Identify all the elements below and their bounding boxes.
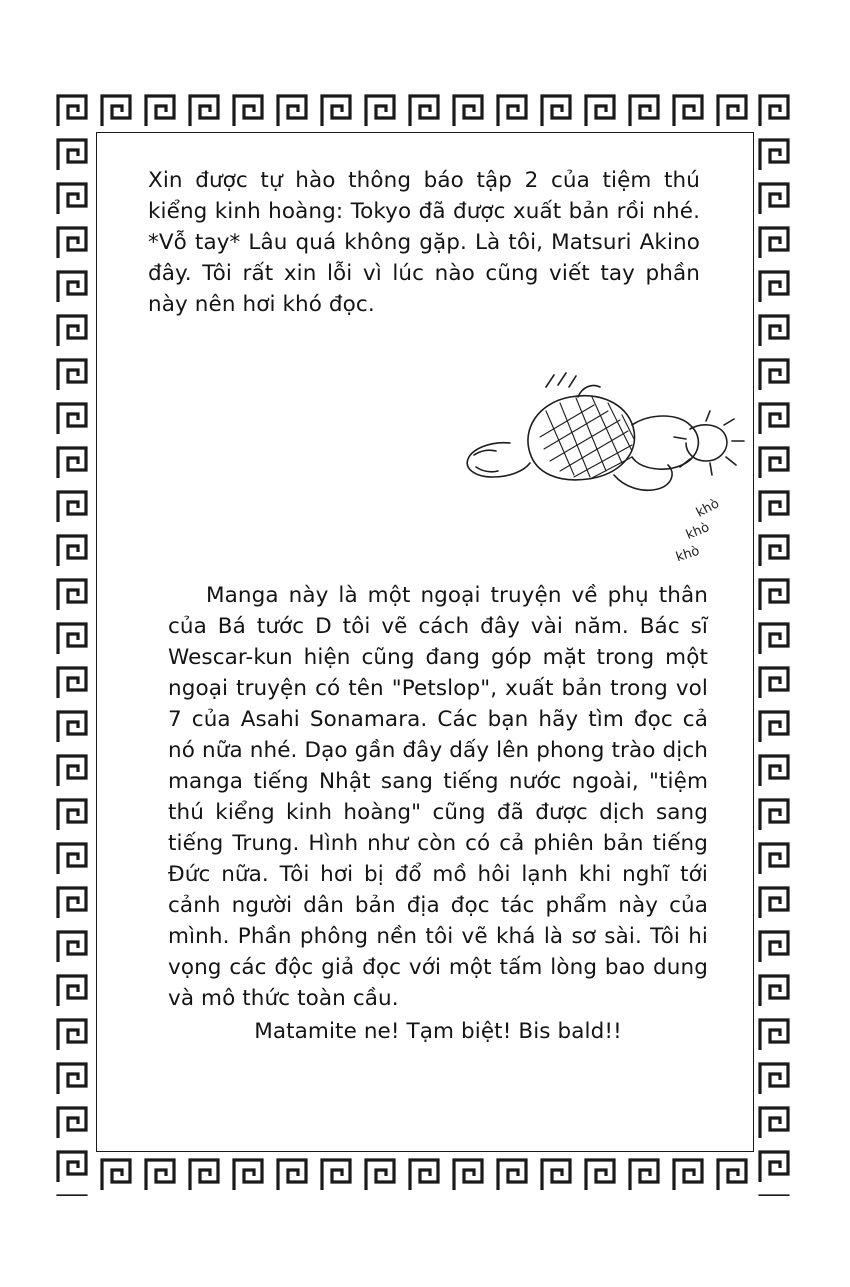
closing-line: Matamite ne! Tạm biệt! Bis bald!! <box>254 1019 622 1044</box>
border-band-left <box>52 88 96 1196</box>
main-paragraph: Manga này là một ngoại truyện về phụ thân của Bá tước D tôi vẽ cách đây vài năm. Bác sĩ Wescar-kun hiện cũng đang góp mặt trong một ngoại truyện có tên "Petslop", xuất bản trong vol 7 của Asahi Sonamara. Các bạn hãy tìm đọc cả nó nữa nhé. Dạo gần đây dấy lên phong trào dịch manga tiếng Nhật sang tiếng nước ngoài, "tiệm thú kiểng kinh hoàng" cũng đã được dịch sang tiếng Trung. Hình như còn có cả phiên bản tiếng Đức nữa. Tôi hơi bị đổ mồ hôi lạnh khi nghĩ tới cảnh người dân bản địa đọc tác phẩm này của mình. Phần phông nền tôi vẽ khá là sơ sài. Tôi hi vọng các độc giả đọc với một tấm lòng bao dung và mô thức toàn cầu. <box>168 583 708 1011</box>
border-band-right <box>754 88 798 1196</box>
border-band-top <box>52 88 798 132</box>
snore-text-1: khò <box>693 496 722 521</box>
intro-paragraph: Xin được tự hào thông báo tập 2 của tiệm thú kiểng kinh hoàng: Tokyo đã được xuất bản rồi nhé. *Vỗ tay* Lâu quá không gặp. Là tôi, Matsuri Akino đây. Tôi rất xin lỗi vì lúc nào cũng viết tay phần này nên hơi khó đọc. <box>148 168 700 317</box>
snore-text-3: khò <box>674 543 702 566</box>
border-band-bottom <box>52 1152 798 1196</box>
snore-text-2: khò <box>684 520 712 543</box>
sleeping-creature-doodle <box>418 325 758 566</box>
afterword-content <box>148 165 722 1044</box>
main-paragraph-block <box>168 580 708 1047</box>
